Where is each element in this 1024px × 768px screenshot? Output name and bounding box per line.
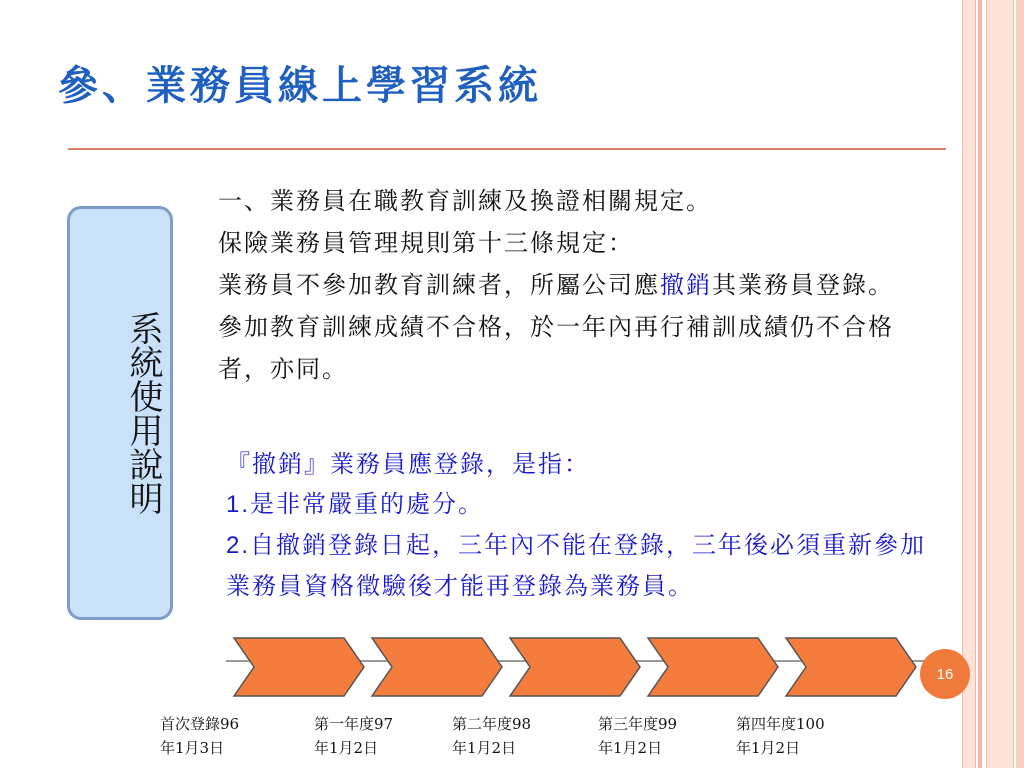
timeline-label-line: 第三年度99 [598,715,678,733]
decor-stripe [978,0,982,768]
timeline-arrow [372,638,502,696]
timeline-arrows [226,630,966,704]
note-heading: 『撤銷』業務員應登錄，是指： [226,450,590,478]
item-text: 是非常嚴重的處分。 [250,490,485,518]
highlight-word: 撤銷 [660,271,712,299]
timeline-label [314,712,393,760]
timeline-label [452,712,531,760]
regulation-clause-1 [218,264,938,306]
timeline-graphic [226,630,966,704]
regulation-clause-2: 參加教育訓練成績不合格，於一年內再行補訓成績仍不合格者，亦同。 [218,313,894,383]
decor-stripe [986,0,1014,768]
revocation-note [226,444,946,606]
note-item-2 [226,525,946,606]
page-title: 參、業務員線上學習系統 [58,62,542,109]
regulation-text [218,180,938,390]
timeline-arrow [510,638,640,696]
timeline-label-line: 第四年度100 [736,715,825,733]
clause-text: 業務員不參加教育訓練者，所屬公司應 [218,271,660,299]
item-text: 自撤銷登錄日起，三年內不能在登錄，三年後必須重新參加業務員資格徵驗後才能再登錄為業務員。 [226,531,927,600]
timeline-label-line: 年1月2日 [452,739,517,757]
timeline-arrow [648,638,778,696]
item-number: 2. [226,532,251,559]
timeline-arrow [786,638,916,696]
timeline-label [598,712,677,760]
side-label: 系統使用說明 [123,311,163,515]
timeline-label-line: 第一年度97 [314,715,394,733]
timeline-arrow [234,638,364,696]
timeline-label-line: 年1月2日 [314,739,379,757]
side-label-box [67,206,173,620]
timeline-label [736,712,825,760]
timeline-label-line: 首次登錄96 [160,715,240,733]
regulation-source: 保險業務員管理規則第十三條規定： [218,229,634,257]
page-number-badge: 16 [920,649,970,699]
item-number: 1. [226,491,251,518]
regulation-heading: 一、業務員在職教育訓練及換證相關規定。 [218,187,712,215]
timeline-label [160,712,239,760]
timeline-label-line: 年1月2日 [598,739,663,757]
title-divider [68,148,946,150]
timeline-label-line: 年1月2日 [736,739,801,757]
timeline-label-line: 年1月3日 [160,739,225,757]
decor-stripe [1016,0,1024,768]
timeline-label-line: 第二年度98 [452,715,532,733]
note-item-1 [226,484,946,525]
clause-text: 其業務員登錄。 [712,271,894,299]
